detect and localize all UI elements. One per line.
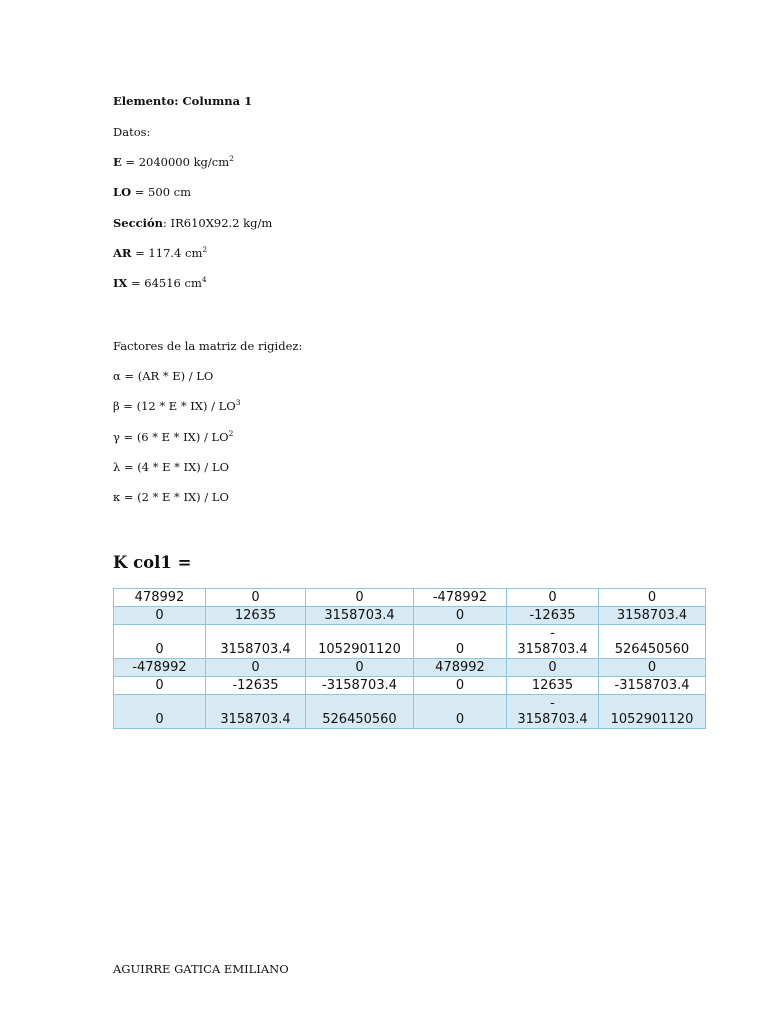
- matrix-cell-value: 478992: [134, 590, 185, 605]
- matrix-cell-value: -478992: [432, 590, 488, 605]
- matrix-cell: [114, 677, 206, 695]
- matrix-cell-value: 0: [251, 590, 260, 605]
- matrix-cell-value: 0: [548, 660, 557, 675]
- data-item-lo: LO = 500 cm: [113, 185, 192, 199]
- matrix-cell: [206, 659, 306, 677]
- factor-lambda: λ = (4 * E * IX) / LO: [113, 460, 230, 474]
- matrix-cell: [414, 677, 507, 695]
- matrix-cell: [414, 695, 507, 729]
- matrix-cell: [599, 677, 706, 695]
- matrix-cell-value: 526450560: [614, 642, 690, 657]
- data-item-ix: IX = 64516 $cm^4$: [113, 275, 207, 290]
- matrix-cell: [599, 659, 706, 677]
- matrix-cell: [507, 625, 599, 659]
- matrix-cell: [206, 695, 306, 729]
- matrix-cell: [114, 695, 206, 729]
- factors-label: Factores de la matriz de rigidez:: [113, 339, 303, 353]
- matrix-cell: [599, 607, 706, 625]
- factor-gamma: $\gamma = (6 * E * IX) / LO^2$: [113, 429, 234, 444]
- matrix-cell: [306, 695, 414, 729]
- matrix-cell-value: 478992: [435, 660, 485, 675]
- data-item-e: E = 2040000 $kg/cm^2$: [113, 154, 234, 169]
- matrix-cell: [599, 589, 706, 607]
- matrix-cell-value: 1052901120: [610, 712, 694, 727]
- matrix-cell: [306, 589, 414, 607]
- matrix-cell-value: 0: [355, 660, 364, 675]
- matrix-cell-value: 12635: [234, 608, 277, 623]
- matrix-cell-value: 3158703.4: [220, 712, 291, 727]
- matrix-cell-value: 0: [647, 590, 657, 605]
- datos-label: Datos:: [113, 125, 151, 139]
- matrix-cell: [114, 625, 206, 659]
- matrix-cell: [414, 659, 507, 677]
- matrix-cell-value: 0: [647, 660, 657, 675]
- matrix-cell-value: 0: [251, 660, 260, 675]
- matrix-cell: [306, 607, 414, 625]
- matrix-cell: [507, 659, 599, 677]
- matrix-cell-value: 0: [455, 608, 465, 623]
- matrix-cell-value: 0: [155, 608, 164, 623]
- matrix-cell-value: -478992: [132, 660, 187, 675]
- factor-kappa: κ = (2 * E * IX) / LO: [113, 490, 229, 504]
- matrix-cell: [206, 625, 306, 659]
- data-item-ar: AR = 117.4 $cm^2$: [113, 245, 208, 260]
- matrix-cell-value: -3158703.4: [322, 678, 397, 693]
- matrix-cell: [507, 677, 599, 695]
- matrix-cell-value: 0: [548, 590, 557, 605]
- matrix-cell: [114, 659, 206, 677]
- table-row: [114, 625, 706, 659]
- matrix-cell-value: -12635: [232, 678, 279, 693]
- matrix-cell: [114, 607, 206, 625]
- matrix-cell-value: 0: [455, 642, 465, 657]
- matrix-cell-value: -12635: [529, 608, 576, 623]
- table-row: [114, 659, 706, 677]
- matrix-cell-value: 1052901120: [318, 642, 401, 657]
- matrix-cell-value: 0: [155, 642, 164, 657]
- matrix-cell-value: 0: [155, 678, 164, 693]
- matrix-cell: [507, 589, 599, 607]
- matrix-cell-value: -3158703.4: [614, 678, 690, 693]
- matrix-cell: [306, 677, 414, 695]
- matrix-cell: [507, 607, 599, 625]
- matrix-cell-value: 0: [455, 712, 465, 727]
- matrix-cell: [206, 589, 306, 607]
- matrix-cell-value: 0: [155, 712, 164, 727]
- matrix-cell-value: - 3158703.4: [517, 696, 588, 727]
- matrix-cell-value: 12635: [531, 678, 574, 693]
- matrix-cell: [414, 607, 507, 625]
- matrix-cell: [306, 625, 414, 659]
- matrix-cell-value: 3158703.4: [324, 608, 395, 623]
- element-title: Elemento: Columna 1: [113, 94, 253, 108]
- table-row: [114, 695, 706, 729]
- table-row: [114, 607, 706, 625]
- data-item-seccion: Sección: IR610X92.2 kg/m: [113, 216, 273, 230]
- matrix-cell-value: 0: [455, 678, 465, 693]
- matrix-cell: [599, 625, 706, 659]
- matrix-cell: [599, 695, 706, 729]
- matrix-cell: [507, 695, 599, 729]
- matrix-cell: [206, 677, 306, 695]
- factor-alpha: α = (AR * E) / LO: [113, 369, 214, 383]
- factor-beta: $\beta = (12 * E * IX) / LO^3$: [113, 398, 241, 413]
- matrix-cell-value: 0: [355, 590, 364, 605]
- matrix-title: K col1 =: [113, 553, 192, 572]
- footer-author: AGUIRRE GATICA EMILIANO: [113, 962, 289, 976]
- table-row: [114, 677, 706, 695]
- matrix-cell: [414, 589, 507, 607]
- matrix-cell: [206, 607, 306, 625]
- matrix-cell-value: 526450560: [322, 712, 397, 727]
- matrix-cell-value: 3158703.4: [616, 608, 688, 623]
- matrix-cell: [306, 659, 414, 677]
- stiffness-matrix-table: [113, 588, 706, 729]
- matrix-cell-value: 3158703.4: [220, 642, 291, 657]
- matrix-cell: [114, 589, 206, 607]
- matrix-cell-value: - 3158703.4: [517, 626, 588, 657]
- table-row: [114, 589, 706, 607]
- matrix-cell: [414, 625, 507, 659]
